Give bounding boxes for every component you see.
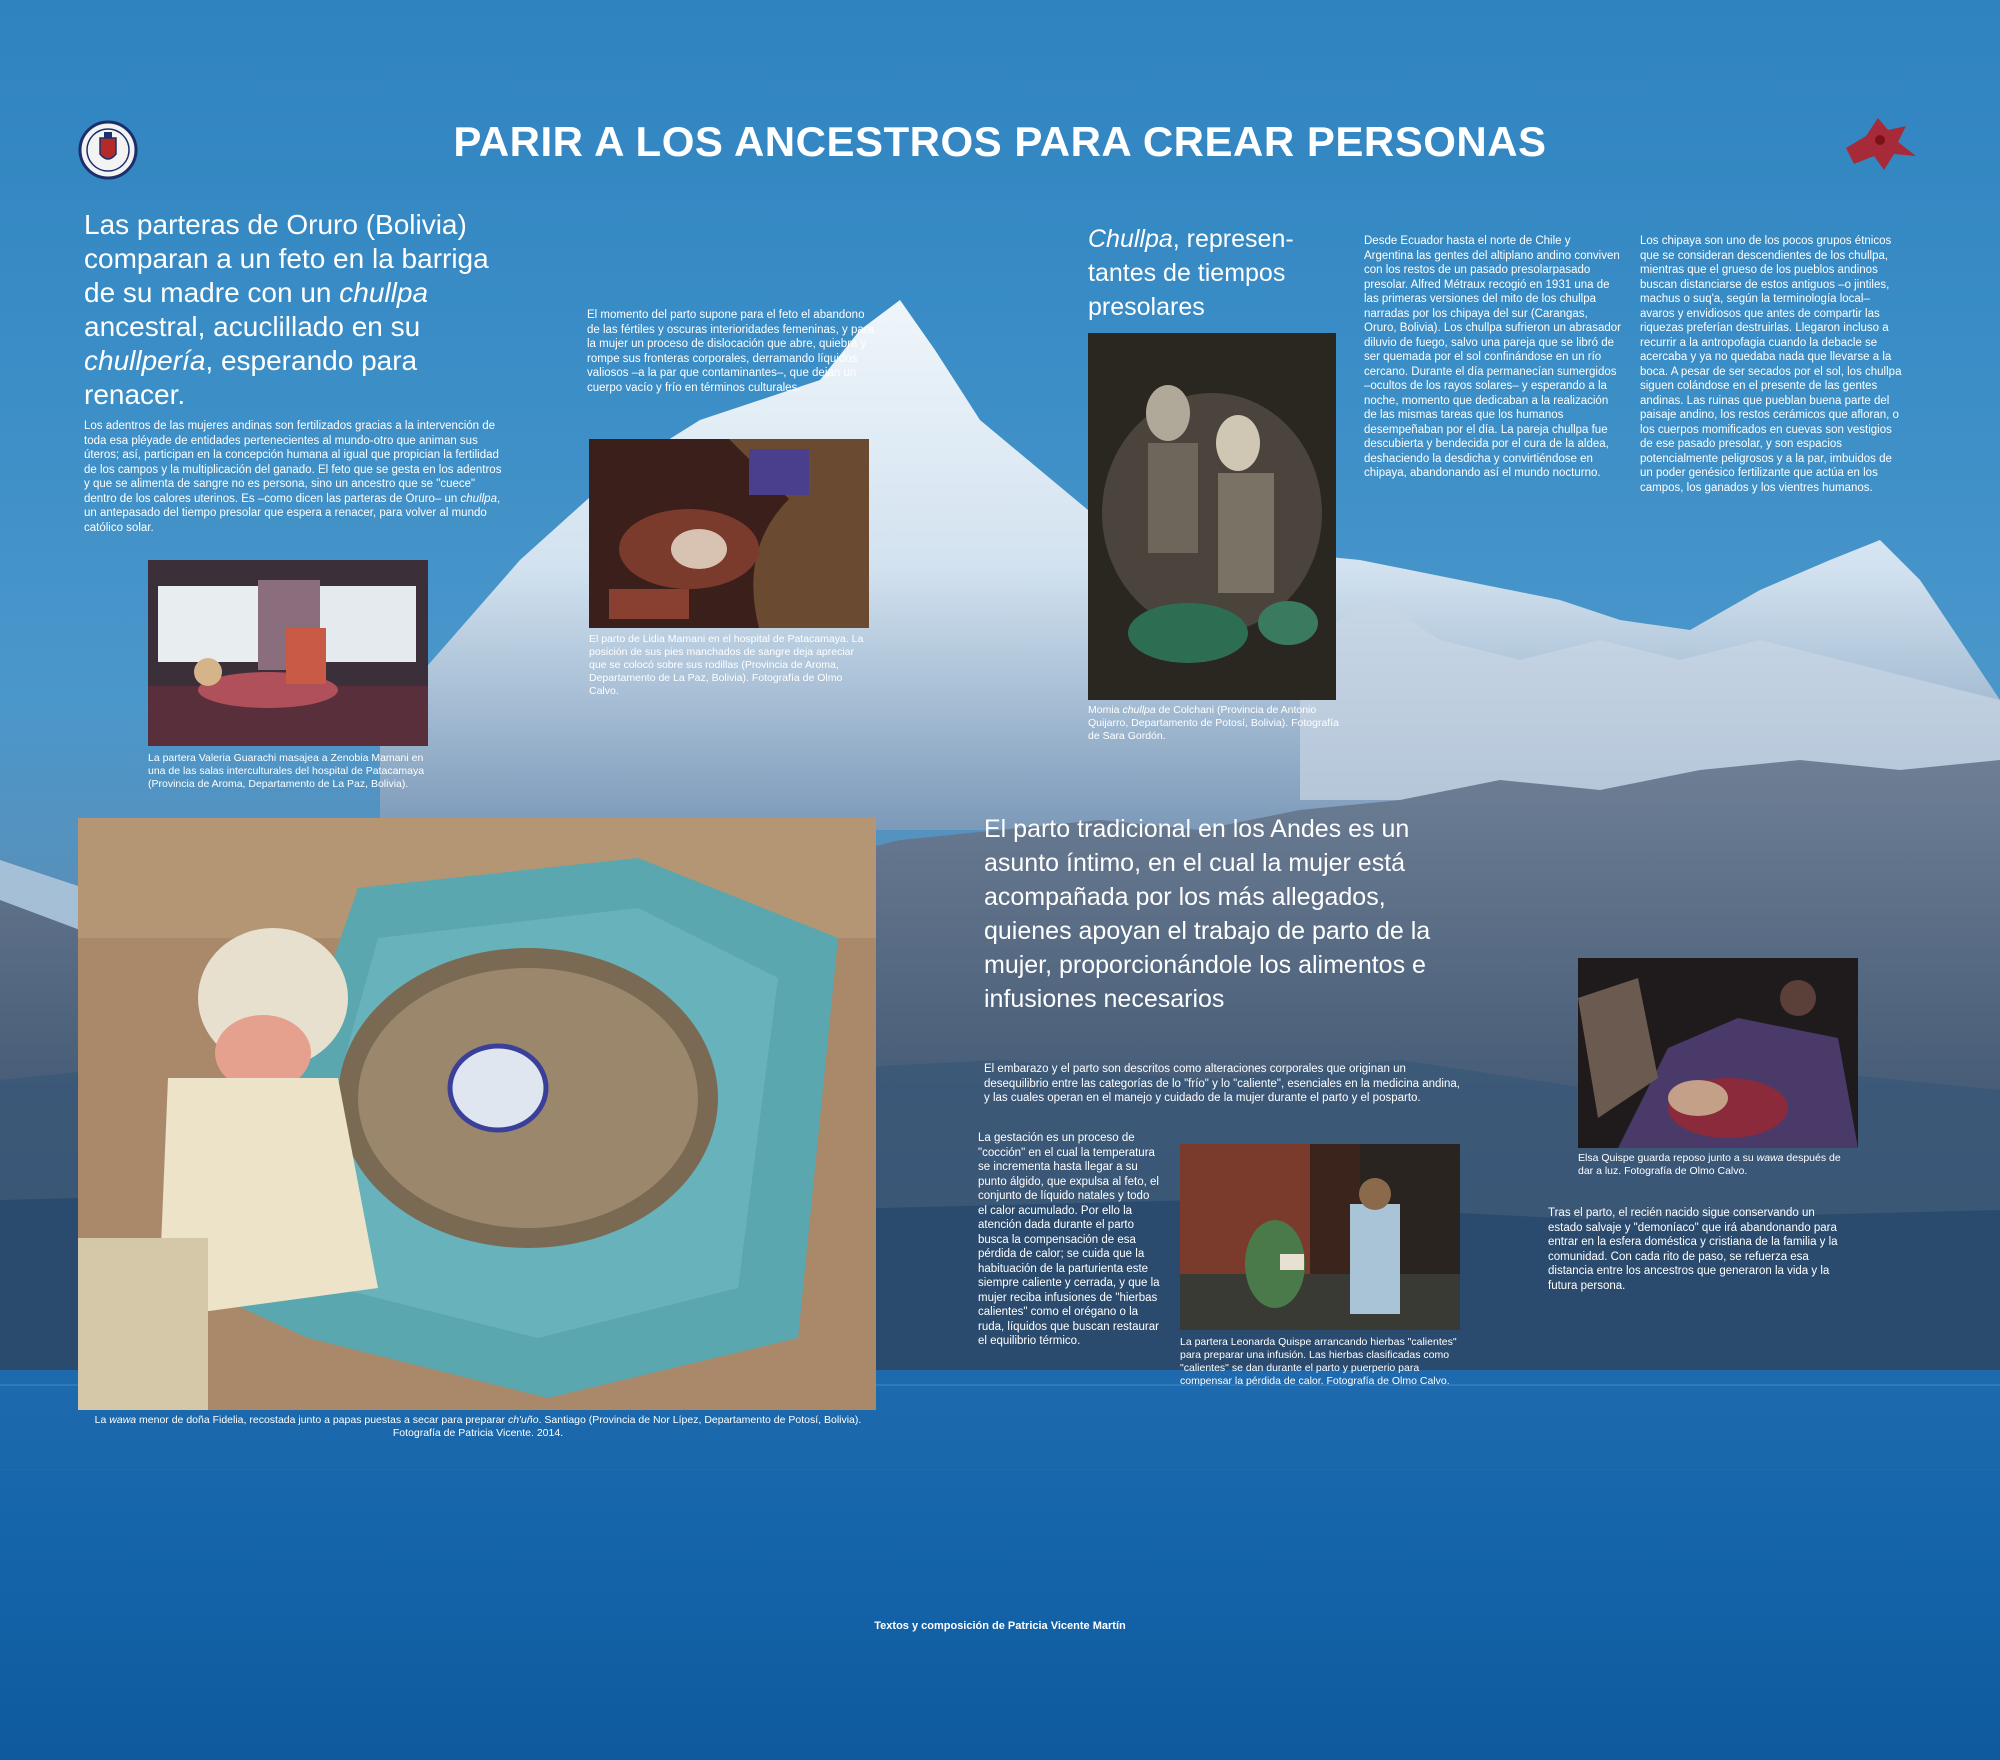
photo-midwife-massage	[148, 560, 428, 746]
caption-midwife-herbs: La partera Leonarda Quispe arrancando hierbas "calientes" para preparar una infusión. Las hierbas clasificadas como "calientes" se dan durante el parto y puerperio para compensar la pérdida de calor. Fotografía de Olmo Calvo.	[1180, 1336, 1457, 1387]
caption-birth-hospital: El parto de Lidia Mamani en el hospital de Patacamaya. La posición de sus pies manchados de sangre deja apreciar que se colocó sobre sus rodillas (Provincia de Aroma, Departamento de La Paz, Bolivia). Fotografía de Olmo Calvo.	[589, 633, 864, 697]
section-3-column-2: Los chipaya son uno de los pocos grupos étnicos que se consideran descendientes de los chullpa, mientras que el grueso de los pueblos andinos buscan distanciarse de estos antiguos –o jintiles, machus o suq'a, según la terminología local– avaros y envidiosos que antes de compartir las riquezas preferían destruirlas. Llegaron incluso a recurrir a la antropofagia cuando la debacle se acercaba y ya no quedaba nada que llevarse a la boca. A pesar de ser secados por el sol, los chullpa siguen colándose en el presente de las gentes andinas. Las ruinas que pueblan buena parte del paisaje andino, los restos cerámicos que afloran, o los cuerpos momificados en cuevas son vestigios de ese pasado presolar, y son espacios potencialmente peligrosos y a la par, imbuidos de un poder genésico fertilizante que actúa en los campos, los ganados y los vientres humanos.	[1640, 235, 1902, 494]
credits-footer: Textos y composición de Patricia Vicente Martín	[874, 1620, 1126, 1632]
poster-title: PARIR A LOS ANCESTROS PARA CREAR PERSONAS	[453, 118, 1547, 165]
section-4-intro: El embarazo y el parto son descritos como alteraciones corporales que originan un desequilibrio entre las categorías de lo "frío" y lo "caliente", esenciales en la medicina andina, y las cuales operan en el manejo y cuidado de la mujer durante el parto y el posparto.	[984, 1063, 1460, 1104]
caption-midwife-massage: La partera Valeria Guarachi masajea a Zenobia Mamani en una de las salas interculturales del hospital de Patacamaya (Provincia de Aroma, Departamento de La Paz, Bolivia).	[148, 752, 425, 790]
section-1-lead: Las parteras de Oruro (Bolivia) comparan a un feto en la barriga de su madre con un chullpa ancestral, acuclillado en su chullpería, esperando para renacer.	[84, 209, 489, 410]
photo-elsa-resting	[1578, 958, 1858, 1148]
photo-midwife-herbs	[1180, 1144, 1460, 1330]
section-3-column-1: Desde Ecuador hasta el norte de Chile y Argentina las gentes del altiplano andino conviven con los restos de un pasado presolarpasado presolar. Alfred Métraux recogió en 1931 una de las primeras versiones del mito de los chullpa narradas por los chipaya del sur (Carangas, Oruro, Bolivia). Los chullpa sufrieron un abrasador diluvio de fuego, salvo una pareja que se libró de ser quemada por el sol confinándose en un río cercano. Durante el día permanecían sumergidos –ocultos de los rayos solares– y esperando a la noche, momento que dedicaban a la realización de las mismas tareas que los humanos desempeñaban por el día. La pareja chullpa fue descubierta y bendecida por el cura de la aldea, deshaciendo la desdicha y convirtiéndose en chipaya, abandonando así el mundo nocturno.	[1364, 235, 1621, 479]
caption-wawa-potatoes: La wawa menor de doña Fidelia, recostada junto a papas puestas a secar para preparar ch'uño. Santiago (Provincia de Nor Lípez, Departamento de Potosí, Bolivia). Fotografía de Patricia Vicente. 2014.	[94, 1414, 862, 1439]
section-4-lead: El parto tradicional en los Andes es un asunto íntimo, en el cual la mujer está acompañada por los más allegados, quienes apoyan el trabajo de parto de la mujer, proporcionándole los alimentos e infusiones necesarios	[984, 815, 1431, 1013]
section-1-body: Los adentros de las mujeres andinas son fertilizados gracias a la intervención de toda esa pléyade de entidades pertenecientes al mundo-otro que animan sus úteros; así, participan en la concepción humana al igual que propician la fertilidad de los campos y la multiplicación del ganado. El feto que se gesta en los adentros y que se alimenta de sangre no es persona, sino un ancestro que se "cuece" dentro de los calores uterinos. Es –como dicen las parteras de Oruro– un chullpa, un antepasado del tiempo presolar que espera a renacer, para volver al mundo católico solar.	[84, 420, 502, 534]
caption-elsa-resting: Elsa Quispe guarda reposo junto a su wawa después de dar a luz. Fotografía de Olmo Calvo.	[1578, 1152, 1841, 1177]
photo-chullpa-mummy	[1088, 333, 1336, 700]
photo-wawa-potatoes	[78, 818, 876, 1410]
section-2-body: El momento del parto supone para el feto el abandono de las fértiles y oscuras interioridades femeninas, y para la mujer un proceso de dislocación que abre, quiebra y rompe sus fronteras corporales, derramando líquidos valiosos –a la par que contaminantes–, que dejan un cuerpo vacío y frío en términos culturales.	[587, 309, 875, 394]
caption-chullpa-mummy: Momia chullpa de Colchani (Provincia de Antonio Quijarro, Departamento de Potosí, Bolivia). Fotografía de Sara Gordón.	[1088, 704, 1339, 742]
photo-birth-hospital	[589, 439, 869, 628]
section-4-closing: Tras el parto, el recién nacido sigue conservando un estado salvaje y "demoníaco" que irá abandonando para entrar en la esfera doméstica y cristiana de la familia y la comunidad. Con cada rito de paso, se refuerza esa distancia entre los ancestros que generaron la vida y la futura persona.	[1548, 1207, 1838, 1292]
section-4-gestation: La gestación es un proceso de "cocción" en el cual la temperatura se incrementa hasta llegar a su punto álgido, que expulsa al feto, el conjunto de líquido natales y todo el calor acumulado. Por ello la atención dada durante el parto busca la compensación de esa pérdida de calor; se cuida que la habituación de la parturienta este siempre caliente y cerrada, y que la mujer reciba infusiones de "hierbas calientes" como el orégano o la ruda, líquidos que buscan restaurar el equilibrio térmico.	[978, 1132, 1160, 1347]
section-3-heading: Chullpa, represen-tantes de tiempos presolares	[1088, 225, 1294, 321]
